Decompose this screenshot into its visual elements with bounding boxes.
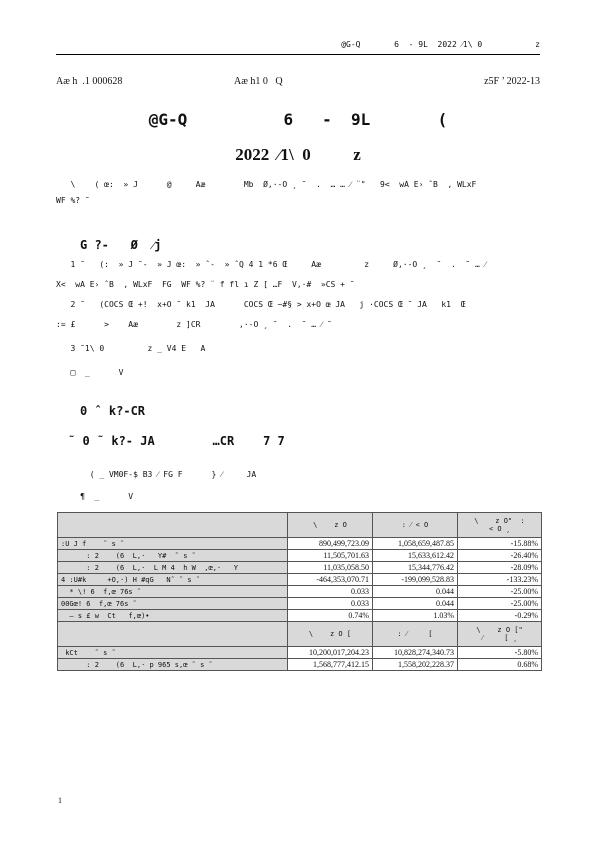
table-row [58,610,542,622]
document-title-line1: @G-Q 6 - 9L ( [148,110,448,129]
row-label: :U J f ˜ s ˜ [58,538,288,550]
table-header-cell [58,513,288,538]
section1-item: 1 ˜ (: » J ˜- » J œ: » ˆ- » ˆQ 4 1 *6 Œ Aæ z Ø,·-O ¸ ˜ . ˜ … ⁄ [56,260,486,269]
value-cell: -0.29% [458,610,542,622]
value-cell: 890,499,723.09 [288,538,373,550]
intro-line-1: \ ( œ: » J @ Aæ Mb Ø,·-O ¸ ˜ . … … ⁄ ¨" 9< wA E› ˆB , WLxF [56,180,477,189]
value-cell: 1,568,777,412.15 [288,659,373,671]
value-cell: 15,633,612.42 [373,550,458,562]
value-cell: 1.03% [373,610,458,622]
section2-heading: 0 ˆ k?-CR [80,404,146,418]
value-cell: -25.00% [458,586,542,598]
table-unit: ¶ _ V [56,492,134,501]
section1-item: X< wA E› ˆB , WLxF FG WF %? ¨ f fl ı Z [ …F V,·# »CS + ˜ [56,280,355,289]
company-code: Aæ h .1 000628 [56,76,123,87]
table-header-row [58,513,542,538]
table-header-cell: \ z O [ [288,622,373,647]
row-label: : 2 (6 L,· Y# ˜ s ˜ [58,550,288,562]
financial-table [57,512,542,671]
document-number: z5F ’ 2022-13 [484,76,540,87]
section1-heading: G ?- Ø ⁄j [80,238,162,252]
value-cell: 10,828,274,340.73 [373,647,458,659]
value-cell: -5.80% [458,647,542,659]
table-row [58,538,542,550]
value-cell: -464,353,070.71 [288,574,373,586]
header-rule [56,54,540,55]
table-header-cell: \ z O [288,513,373,538]
table-row [58,562,542,574]
row-label: * \! 6 f,œ 76s ˜ [58,586,288,598]
table-row [58,659,542,671]
value-cell: -25.00% [458,598,542,610]
table-row [58,574,542,586]
value-cell: 0.044 [373,598,458,610]
value-cell: -15.88% [458,538,542,550]
table-row [58,647,542,659]
value-cell: -133.23% [458,574,542,586]
company-name: Aæ h1 0 Q [234,76,283,87]
value-cell: 10,200,017,204.23 [288,647,373,659]
row-label: 00Gœ! 6 f,œ 76s ˜ [58,598,288,610]
section1-item: := £ > Aæ z ]CR ,·-O ¸ ˜ . ˜ … ⁄ ˜ [56,320,332,329]
table-row [58,586,542,598]
row-label: 4 :U#k +O,·) H #qG N˜ ˜ s ˜ [58,574,288,586]
value-cell: 0.74% [288,610,373,622]
table-note: ( _ VM0F-$ B3 ⁄ FG F } ⁄ JA [56,470,257,479]
page-number: 1 [58,796,62,805]
value-cell: 1,558,202,228.37 [373,659,458,671]
value-cell: 0.033 [288,598,373,610]
document-title-line2: 2022 ⁄1\ 0 z [235,145,361,164]
value-cell: -199,099,528.83 [373,574,458,586]
table-row [58,598,542,610]
table-header-cell: \ z O" : < O ¸ [458,513,542,538]
section1-item: 3 ˜1\ 0 z _ V4 E A [56,344,206,353]
value-cell: 0.033 [288,586,373,598]
section1-item: 2 ˜ (COCS Œ +! x+O ˜ k1 JA COCS Œ ~#§ > x+O œ JA j ·COCS Œ ˜ JA k1 Œ [56,300,466,309]
value-cell: -28.09% [458,562,542,574]
table-header-row [58,622,542,647]
value-cell: 0.044 [373,586,458,598]
value-cell: -26.40% [458,550,542,562]
value-cell: 15,344,776.42 [373,562,458,574]
running-header: @G-Q 6 - 9L 2022 ⁄1\ 0 z [341,40,540,49]
row-label: : 2 (6 L,· p 965 s,œ ˜ s ˜ [58,659,288,671]
value-cell: 11,505,701.63 [288,550,373,562]
table-header-cell: : ⁄ [ [373,622,458,647]
table-header-cell [58,622,288,647]
row-label: : 2 (6 L,· L M 4 h W ,œ,· Y [58,562,288,574]
value-cell: 0.68% [458,659,542,671]
section2-subheading: ˜ 0 ˜ k?- JA …CR 7 7 [68,434,285,448]
table-header-cell: \ z O [" ⁄ [ ¸ [458,622,542,647]
row-label: kCt ˜ s ˜ [58,647,288,659]
intro-line-2: WF %? ˜ [56,196,90,205]
table-header-cell: : ⁄ < O [373,513,458,538]
row-label: – s £ w Ct f,œ)• [58,610,288,622]
value-cell: 11,035,058.50 [288,562,373,574]
section1-item: □ _ V [56,368,124,377]
table-row [58,550,542,562]
value-cell: 1,058,659,487.85 [373,538,458,550]
